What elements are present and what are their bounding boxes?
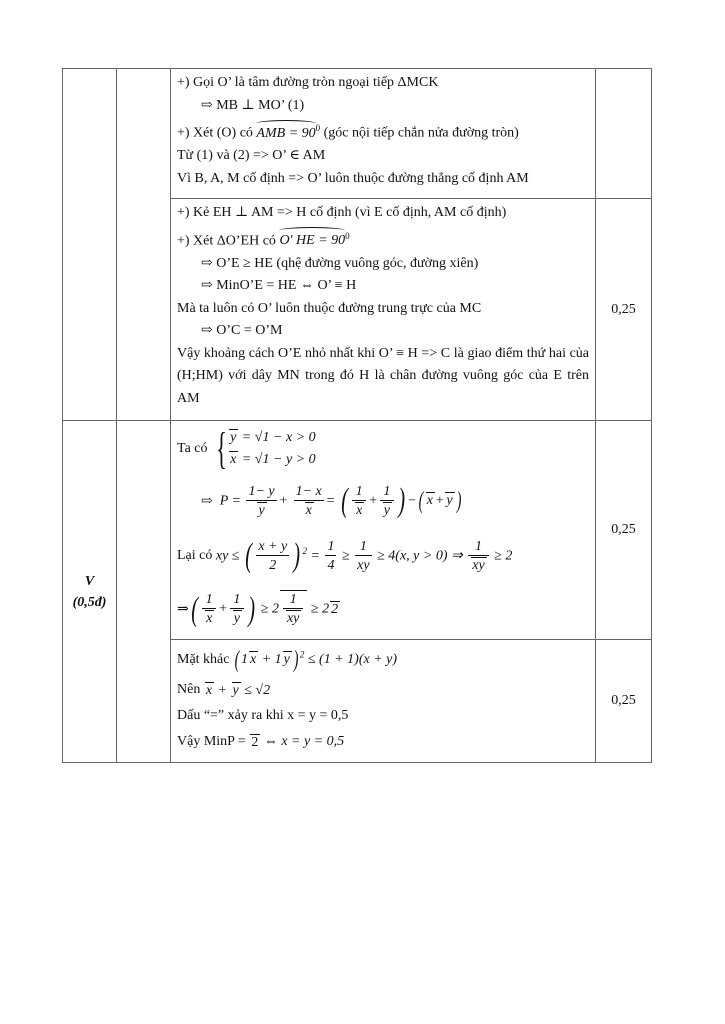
solution-cell: [171, 69, 596, 199]
sum-rhs: ≤ √2: [244, 682, 271, 698]
text-span: Mặt khác: [177, 652, 230, 667]
subquestion-cell: [117, 421, 171, 763]
min-rhs: ⇔ x = y = 0,5: [263, 734, 345, 749]
degree-sup: 0: [345, 230, 350, 241]
text-line: Mà ta luôn có O’ luôn thuộc đường trung trực của MC: [177, 300, 482, 316]
inequality-text: ≥ 4(x, y > 0) ⇒: [377, 548, 463, 564]
text-span: Vậy MinP =: [177, 734, 246, 749]
system-rhs: = √1 − y > 0: [241, 452, 316, 467]
implies-arrow: ⇨: [201, 493, 213, 509]
implies-symbol: ⇒: [177, 601, 189, 617]
cauchy-rhs: ≤ (1 + 1)(x + y): [307, 652, 398, 668]
subquestion-cell: [117, 69, 171, 421]
math-line: [177, 424, 589, 474]
text-line: Từ (1) và (2) => O’ ∈ AM: [177, 148, 326, 164]
equation-system: { y = √1 − x > 0 x = √1 − y > 0: [216, 424, 316, 473]
question-cell: [63, 421, 117, 763]
text-span: +) Xét (O) có: [177, 125, 253, 141]
text-line: ⇨ MB ⊥ MO’ (1): [201, 97, 305, 113]
text-span: Ta có: [177, 441, 208, 456]
solution-cell: [171, 640, 596, 763]
arc-angle: [279, 227, 345, 253]
math-line: [177, 584, 589, 634]
conclusion-expression: ( $\frac{1}{x}$ + $\frac{1}{y}$ ) ≥ 2 $\frac{1}{xy}$ ≥ 2 2: [191, 590, 339, 628]
text-line: ⇨ O’C = O’M: [201, 323, 283, 339]
score-cell: [596, 69, 652, 199]
text-line: +) Kẻ EH ⊥ AM => H cố định (vì E cố định, AM cố định): [177, 205, 507, 220]
math-line: Vậy MinP = 2 ⇔ x = y = 0,5: [177, 734, 345, 750]
math-line: [177, 528, 589, 584]
text-span: Lại có: [177, 548, 213, 563]
math-line: [177, 474, 589, 528]
arc-angle: [256, 120, 315, 146]
answer-table: [62, 68, 652, 763]
angle-expr: O' HE = 90: [279, 233, 346, 249]
text-line: [177, 117, 589, 145]
cauchy-expression: ( 1 x + 1 y ) $^2$ ≤ (1 + 1)(x + y): [234, 647, 398, 673]
text-line: [177, 225, 589, 253]
text-span: Nên: [177, 682, 201, 697]
sum-expression: x + y ≤ √2: [205, 682, 271, 698]
text-span: (góc nội tiếp chắn nửa đường tròn): [323, 125, 519, 141]
score-value: 0,25: [596, 640, 652, 763]
score-value: 0,25: [596, 199, 652, 421]
table-row: [63, 69, 652, 199]
math-line: [177, 643, 589, 677]
solution-cell: [171, 421, 596, 640]
text-line: ⇨ MinO’E = HE ⇔ O’ ≡ H: [201, 278, 357, 294]
math-line: [177, 677, 589, 703]
p-expression: P = $\frac{1- y}{y}$ + $\frac{1- x}{x}$ = ( $\frac{1}{x}$ + $\frac{1}{y}$ ) −( x + y ): [219, 482, 462, 519]
text-paragraph: Vậy khoảng cách O’E nhỏ nhất khi O’ ≡ H => C là giao điểm thứ hai của (H;HM) với dây MN trong đó H là chân đường vuông góc của E trên AM: [177, 345, 589, 406]
table-row: [63, 421, 652, 640]
score-value: 0,25: [596, 421, 652, 640]
text-span: +) Xét ΔO’EH có: [177, 233, 276, 249]
system-rhs: = √1 − x > 0: [241, 430, 316, 445]
system-row: y = √1 − x > 0: [230, 430, 316, 445]
question-number: V: [84, 573, 95, 589]
system-row: x = √1 − y > 0: [230, 452, 316, 467]
question-cell: [63, 69, 117, 421]
degree-sup: 0: [315, 123, 321, 133]
inequality-expression: xy ≤ ( $\frac{x + y}{2}$ ) $^2$ = $\frac{1}{4}$ ≥ $\frac{1}{xy}$ ≥ 4(x, y > 0) ⇒ $\frac{1}{xy}$ ≥ 2: [215, 537, 513, 574]
text-line: ⇨ O’E ≥ HE (qhệ đường vuông góc, đường xiên): [201, 255, 479, 271]
text-line: Dấu “=” xảy ra khi x = y = 0,5: [177, 708, 349, 723]
text-line: Vì B, A, M cố định => O’ luôn thuộc đường thẳng cố định AM: [177, 170, 529, 186]
angle-expr: AMB = 90: [256, 125, 316, 141]
solution-cell: [171, 199, 596, 421]
text-line: +) Gọi O’ là tâm đường tròn ngoại tiếp ΔMCK: [177, 75, 439, 90]
question-points: (0,5đ): [72, 594, 107, 610]
